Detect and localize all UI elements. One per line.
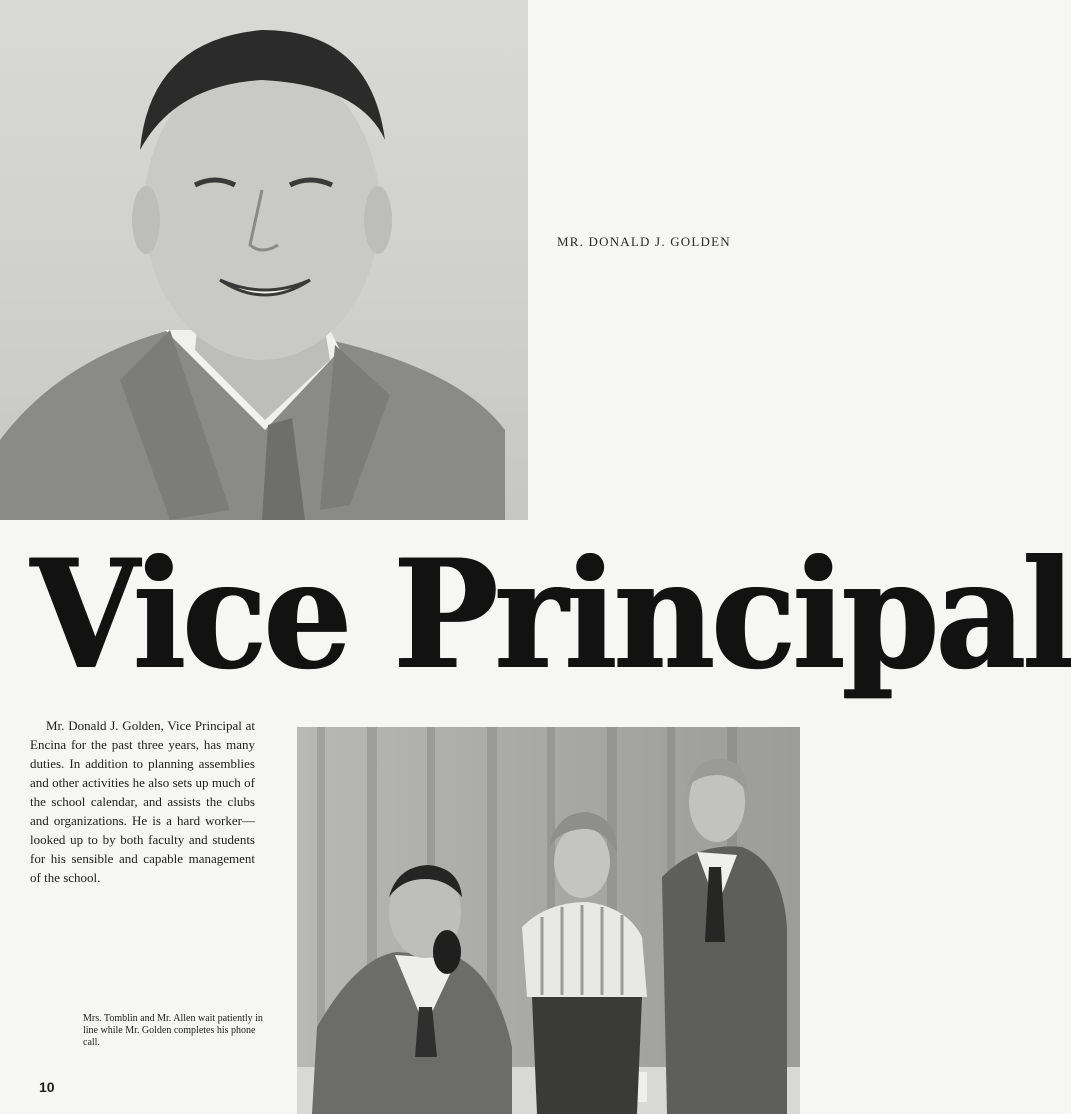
- page-number: 10: [39, 1079, 55, 1095]
- portrait-caption: MR. DONALD J. GOLDEN: [557, 234, 731, 249]
- article-body: Mr. Donald J. Golden, Vice Principal at Encina for the past three years, has many duties. In addition to planning assemblies and other activities he also sets up much of the school calendar, and assists the clubs and organizations. He is a hard worker—looked up to by both faculty and students for his sensible and capable management of the school.: [30, 718, 255, 885]
- page-title-block: [30, 527, 1071, 703]
- page-title: Vice Principal: [30, 527, 1071, 703]
- office-photo: [297, 727, 800, 1114]
- portrait-photo: [0, 0, 528, 520]
- office-photo-illustration: [297, 727, 800, 1114]
- photo-caption: Mrs. Tomblin and Mr. Allen wait patiently in line while Mr. Golden completes his phone call.: [83, 1013, 263, 1048]
- portrait-illustration: [0, 0, 528, 520]
